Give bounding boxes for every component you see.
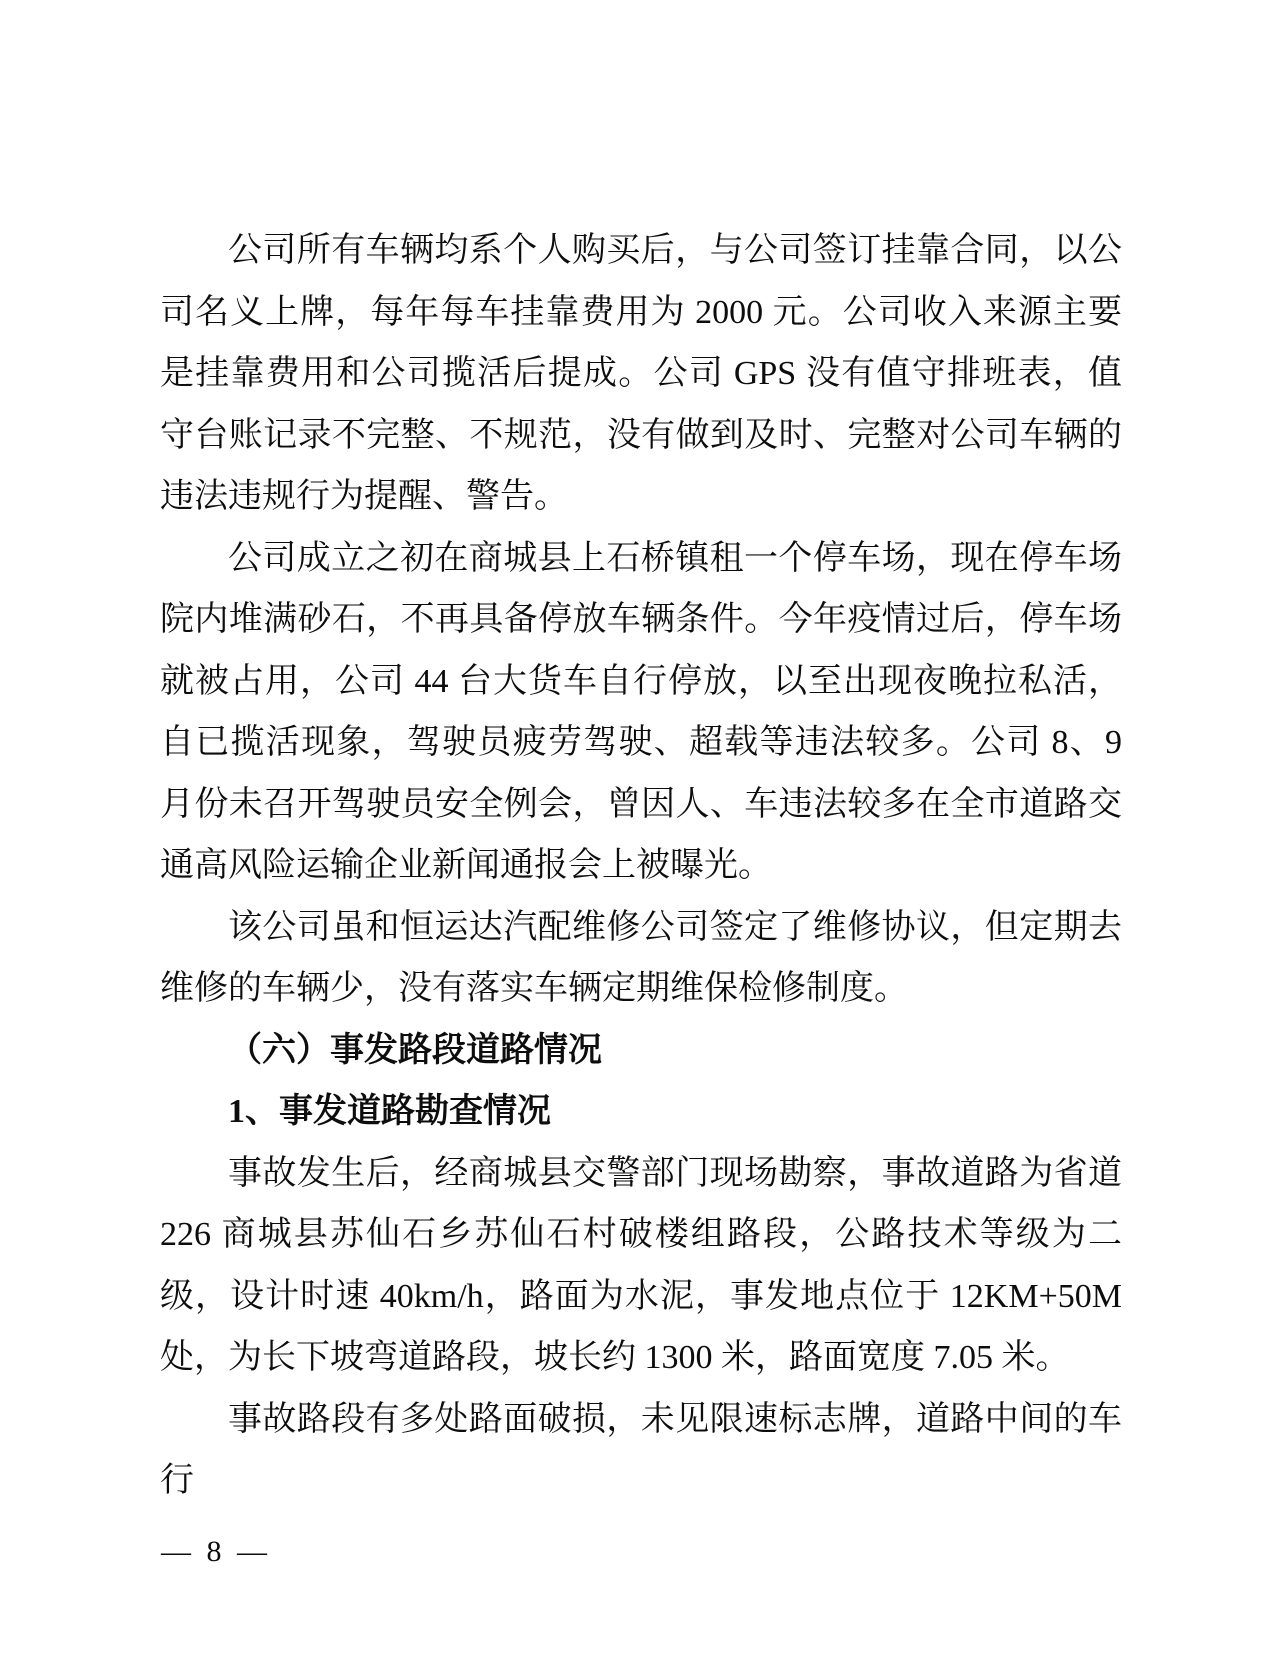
paragraph-road-survey-details: 事故发生后，经商城县交警部门现场勘察，事故道路为省道 226 商城县苏仙石乡苏仙石村破楼组路段，公路技术等级为二级，设计时速 40km/h，路面为水泥，事发地点位于 12KM+50M 处，为长下坡弯道路段，坡长约 1300 米，路面宽度 7.05 米。 bbox=[160, 1154, 1122, 1376]
subsection-heading-road-survey: 1、事发道路勘查情况 bbox=[228, 1093, 551, 1130]
paragraph-parking-lot-violations: 公司成立之初在商城县上石桥镇租一个停车场，现在停车场院内堆满砂石，不再具备停放车辆条件。今年疫情过后，停车场就被占用，公司 44 台大货车自行停放，以至出现夜晚拉私活，自已揽活现象，驾驶员疲劳驾驶、超载等违法较多。公司 8、9 月份未召开驾驶员安全例会，曾因人、车违法较多在全市道路交通高风险运输企业新闻通报会上被曝光。 bbox=[160, 539, 1122, 884]
page-number: — 8 — bbox=[161, 1535, 271, 1568]
paragraph-maintenance-agreement: 该公司虽和恒运达汽配维修公司签定了维修协议，但定期去维修的车辆少，没有落实车辆定期维保检修制度。 bbox=[160, 908, 1122, 1007]
document-body bbox=[160, 220, 1122, 1512]
paragraph-road-damage: 事故路段有多处路面破损，未见限速标志牌，道路中间的车行 bbox=[160, 1400, 1122, 1499]
section-heading-accident-road-conditions: （六）事发路段道路情况 bbox=[228, 1031, 602, 1069]
paragraph-company-vehicles-gps: 公司所有车辆均系个人购买后，与公司签订挂靠合同，以公司名义上牌，每年每车挂靠费用为 2000 元。公司收入来源主要是挂靠费用和公司揽活后提成。公司 GPS 没有值守排班表，值守台账记录不完整、不规范，没有做到及时、完整对公司车辆的违法违规行为提醒、警告。 bbox=[160, 232, 1122, 515]
